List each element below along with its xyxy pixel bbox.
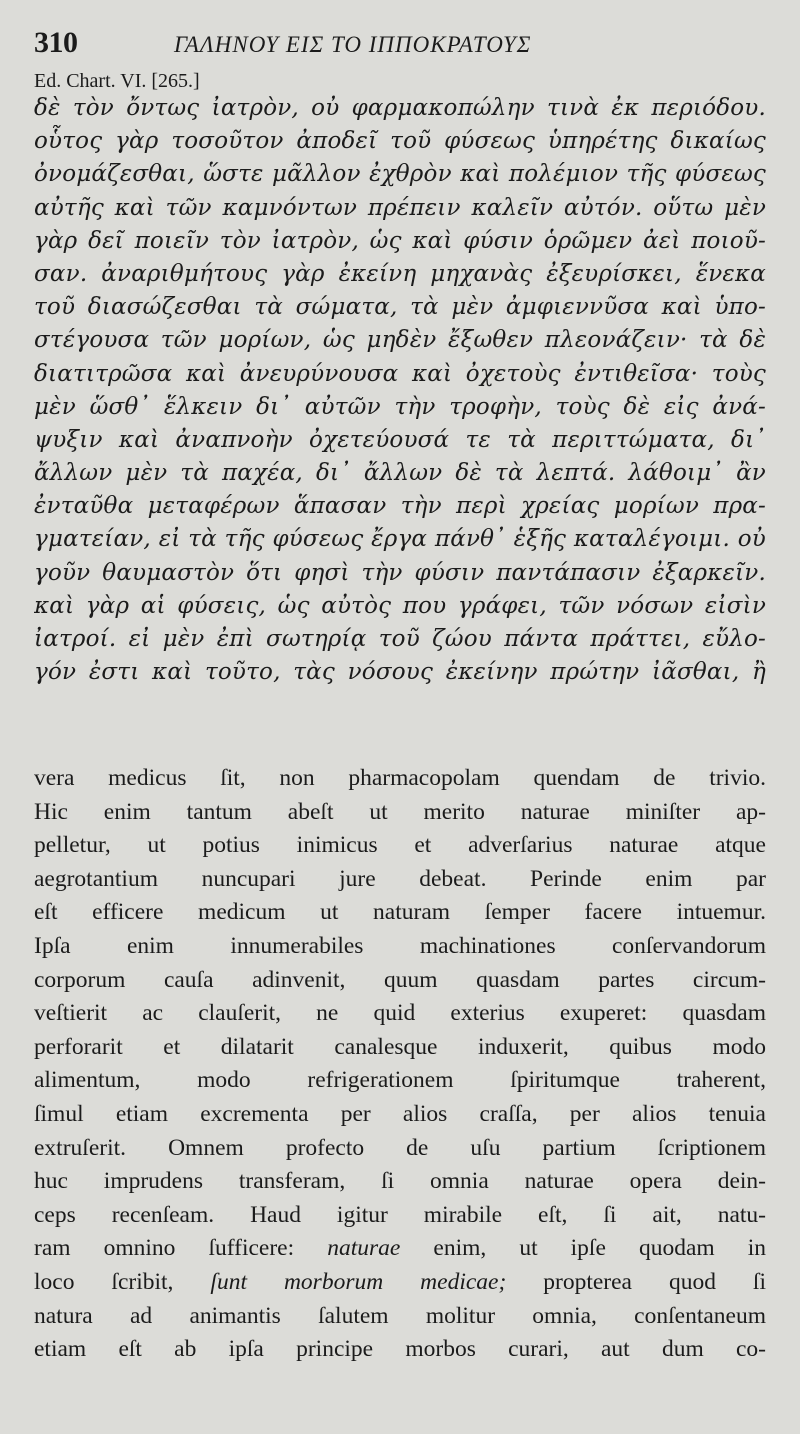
greek-text-line: γοῦν θαυμαστὸν ὅτι φησὶ τὴν φύσιν παντάπασιν ἐξαρκεῖν. xyxy=(34,559,766,586)
greek-text-line: ὀνομάζεσθαι, ὥστε μᾶλλον ἐχθρὸν καὶ πολέμιον τῆς φύσεως xyxy=(34,161,766,188)
greek-text-line: ἐνταῦθα μεταφέρων ἅπασαν τὴν περὶ χρείας μορίων πρα- xyxy=(34,493,766,520)
latin-text-line: ram omnino ſufficere: naturae enim, ut ipſe quodam in xyxy=(34,1235,766,1262)
latin-text-line: aegrotantium nuncupari jure debeat. Perinde enim par xyxy=(34,865,766,892)
latin-text-line: alimentum, modo refrigerationem ſpiritumque traherent, xyxy=(34,1067,766,1094)
greek-text-line: σαν. ἀναριθμήτους γὰρ ἐκείνη μηχανὰς ἐξευρίσκει, ἕνεκα xyxy=(34,260,766,287)
latin-text-line: ceps recenſeam. Haud igitur mirabile eſt, ſi ait, natu- xyxy=(34,1201,766,1228)
latin-text-line: huc imprudens transferam, ſi omnia naturae opera dein- xyxy=(34,1168,766,1195)
greek-text-line: ἰατροί. εἰ μὲν ἐπὶ σωτηρίᾳ τοῦ ζώου πάντα πράττει, εὔλο- xyxy=(34,626,766,652)
greek-text-block xyxy=(34,92,766,689)
latin-text-line: corporum cauſa adinvenit, quum quasdam partes circum- xyxy=(34,966,766,993)
latin-text-line: vera medicus ſit, non pharmacopolam quendam de trivio. xyxy=(34,765,766,791)
running-title: ΓΑΛΗΝΟΥ ΕΙΣ ΤΟ ΙΠΠΟΚΡΑΤΟΥΣ xyxy=(174,32,532,57)
latin-text-line: etiam eſt ab ipſa principe morbos curari, aut dum co- xyxy=(34,1336,766,1363)
latin-text-block xyxy=(34,762,766,1367)
greek-text-line: διατιτρῶσα καὶ ἀνευρύνουσα καὶ ὀχετοὺς ἐντιθεῖσα· τοὺς xyxy=(34,360,766,387)
greek-text-line: γματείαν, εἰ τὰ τῆς φύσεως ἔργα πάνθ᾽ ἑξῆς καταλέγοιμι. οὐ xyxy=(34,526,766,553)
greek-text-line: τοῦ διασώζεσθαι τὰ σώματα, τὰ μὲν ἀμφιεννῦσα καὶ ὑπο- xyxy=(34,294,766,321)
latin-text-line: eſt efficere medicum ut naturam ſemper facere intuemur. xyxy=(34,899,766,926)
latin-text-line: Ipſa enim innumerabiles machinationes conſervandorum xyxy=(34,932,766,959)
latin-text-line: Hic enim tantum abeſt ut merito naturae miniſter ap- xyxy=(34,798,766,825)
greek-text-line: ψυξιν καὶ ἀναπνοὴν ὀχετεύουσά τε τὰ περιττώματα, δι᾽ xyxy=(34,426,766,453)
greek-text-line: δὲ τὸν ὄντως ἰατρὸν, οὐ φαρμακοπώλην τινὰ ἐκ περιόδου. xyxy=(34,95,766,121)
greek-text-line: γόν ἐστι καὶ τοῦτο, τὰς νόσους ἐκείνην πρώτην ἰᾶσθαι, ἢ xyxy=(34,659,766,686)
greek-text-line: γὰρ δεῖ ποιεῖν τὸν ἰατρὸν, ὡς καὶ φύσιν ὁρῶμεν ἀεὶ ποιοῦ- xyxy=(34,227,766,254)
page-number: 310 xyxy=(34,26,78,59)
greek-text-line: ἄλλων μὲν τὰ παχέα, δι᾽ ἄλλων δὲ τὰ λεπτά. λάθοιμ᾽ ἂν xyxy=(34,460,766,487)
greek-text-line: οὗτος γὰρ τοσοῦτον ἀποδεῖ τοῦ φύσεως ὑπηρέτης δικαίως xyxy=(34,128,766,155)
greek-text-line: στέγουσα τῶν μορίων, ὡς μηδὲν ἔξωθεν πλεονάζειν· τὰ δὲ xyxy=(34,327,766,354)
greek-text-line: μὲν ὥσθ᾽ ἕλκειν δι᾽ αὐτῶν τὴν τροφὴν, τοὺς δὲ εἰς ἀνά- xyxy=(34,393,766,420)
latin-text-line: veſtierit ac clauſerit, ne quid exterius exuperet: quasdam xyxy=(34,1000,766,1027)
page-header xyxy=(34,26,766,66)
latin-text-line: extruſerit. Omnem profecto de uſu partium ſcriptionem xyxy=(34,1134,766,1161)
greek-text-line: καὶ γὰρ αἱ φύσεις, ὡς αὐτὸς που γράφει, τῶν νόσων εἰσὶν xyxy=(34,592,766,619)
latin-text-line: perforarit et dilatarit canalesque induxerit, quibus modo xyxy=(34,1033,766,1060)
greek-text-line: αὐτῆς καὶ τῶν καμνόντων πρέπειν καλεῖν αὐτόν. οὕτω μὲν xyxy=(34,194,766,221)
latin-text-line: loco ſcribit, ſunt morborum medicae; propterea quod ſi xyxy=(34,1268,766,1295)
latin-text-line: ſimul etiam excrementa per alios craſſa, per alios tenuia xyxy=(34,1100,766,1127)
edition-reference: Ed. Chart. VI. [265.] xyxy=(34,70,200,92)
latin-text-line: pelletur, ut potius inimicus et adverſarius naturae atque xyxy=(34,832,766,859)
latin-text-line: natura ad animantis ſalutem molitur omnia, conſentaneum xyxy=(34,1302,766,1329)
